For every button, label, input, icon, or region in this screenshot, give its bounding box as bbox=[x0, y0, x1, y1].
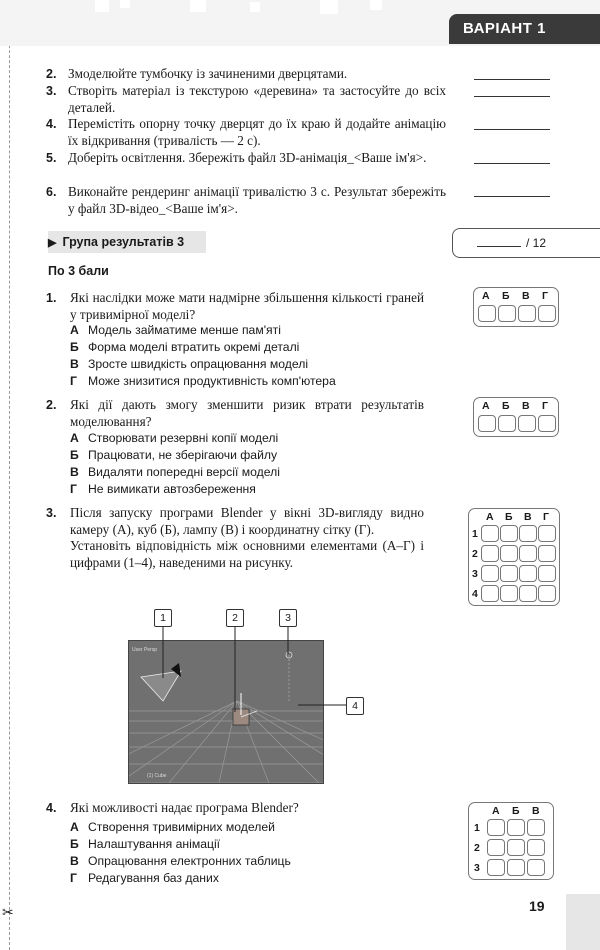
task-item: 2. Змоделюйте тумбочку із зачиненими дверцятами. bbox=[46, 66, 348, 81]
option: В Зросте швидкість опрацювання моделі bbox=[70, 357, 309, 371]
question: 1. Які наслідки може мати надмірне збільшення кількості граней у тривимірної моделі? bbox=[46, 290, 424, 322]
answer-cell[interactable] bbox=[527, 839, 545, 856]
points-label: По 3 бали bbox=[48, 264, 109, 278]
option: Б Налаштування анімації bbox=[70, 837, 221, 851]
results-group-header: ▶ Група результатів 3 bbox=[48, 231, 206, 253]
option: А Модель займатиме менше пам'яті bbox=[70, 323, 281, 337]
answer-cell[interactable] bbox=[507, 819, 525, 836]
option: В Видаляти попередні версії моделі bbox=[70, 465, 280, 479]
answer-grid: А Б В 1 2 3 bbox=[468, 802, 554, 880]
answer-cell[interactable] bbox=[487, 839, 505, 856]
option: А Створювати резервні копії моделі bbox=[70, 431, 279, 445]
answer-grid: А Б В Г bbox=[473, 397, 559, 437]
option: В Опрацювання електронних таблиць bbox=[70, 854, 291, 868]
answer-grid: А Б В Г bbox=[473, 287, 559, 327]
answer-cell[interactable] bbox=[487, 819, 505, 836]
answer-cell[interactable] bbox=[487, 859, 505, 876]
option: Б Працювати, не зберігаючи файлу bbox=[70, 448, 278, 462]
callout-number: 3 bbox=[279, 609, 297, 627]
option: Б Форма моделі втратить окремі деталі bbox=[70, 340, 300, 354]
svg-text:(1) Cube: (1) Cube bbox=[147, 773, 167, 779]
question: 2. Які дії дають змогу зменшити ризик втрати результатів моделювання? bbox=[46, 397, 424, 429]
task-item: 3. Створіть матеріал із текстурою «деревина» та застосуйте до всіх деталей. bbox=[46, 83, 446, 115]
svg-text:User Persp: User Persp bbox=[132, 647, 158, 653]
page-number: 19 bbox=[529, 898, 545, 914]
answer-cell[interactable] bbox=[507, 859, 525, 876]
task-item: 4. Перемістіть опорну точку дверцят до їх краю й додайте анімацію їх відкривання (тривалість — 2 с). bbox=[46, 116, 446, 148]
question: 3. Після запуску програми Blender у вікні 3D-вигляду видно камеру (А), куб (Б), лампу (В) і координатну сітку (Г). Установіть відповідність між основними елементами (А–Г) і цифрами (1–4), наведеними на рисунку. bbox=[46, 505, 424, 570]
variant-label: ВАРІАНТ 1 bbox=[449, 14, 600, 44]
option: Г Редагування баз даних bbox=[70, 871, 219, 885]
option: Г Може знизитися продуктивність комп'ютера bbox=[70, 374, 336, 388]
answer-cell[interactable] bbox=[527, 859, 545, 876]
callout-number: 4 bbox=[346, 697, 364, 715]
scissors-icon: ✂ bbox=[2, 906, 14, 921]
option: А Створення тривимірних моделей bbox=[70, 820, 275, 834]
answer-cell[interactable] bbox=[507, 839, 525, 856]
answer-cell[interactable] bbox=[527, 819, 545, 836]
callout-number: 1 bbox=[154, 609, 172, 627]
callout-number: 2 bbox=[226, 609, 244, 627]
question: 4. Які можливості надає програма Blender? bbox=[46, 800, 299, 815]
task-item: 5. Доберіть освітлення. Збережіть файл 3D-анімація_<Ваше ім'я>. bbox=[46, 150, 427, 165]
corner-band bbox=[566, 894, 600, 950]
task-item: 6. Виконайте рендеринг анімації тривалістю 3 с. Результат збережіть у файл 3D-відео_<Ваше ім'я>. bbox=[46, 184, 446, 216]
option: Г Не вимикати автозбереження bbox=[70, 482, 256, 496]
triangle-right-icon: ▶ bbox=[48, 237, 57, 249]
score-box: / 12 bbox=[452, 228, 600, 258]
matching-grid: А Б В Г 1 2 3 4 bbox=[468, 508, 560, 606]
